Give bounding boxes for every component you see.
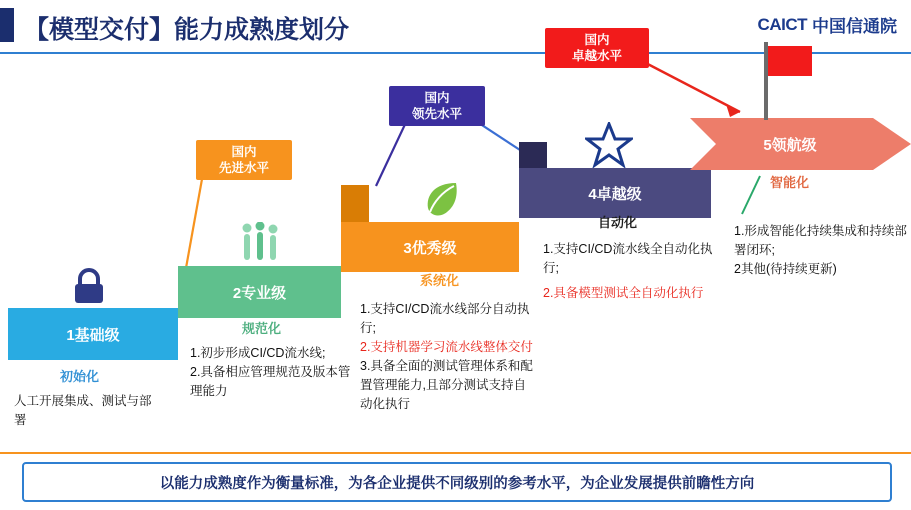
step-riser-4	[519, 142, 547, 168]
level-3-label: 3优秀级	[403, 239, 457, 257]
footer-divider	[0, 452, 911, 454]
level-5-step[interactable]	[690, 118, 911, 170]
level-5-body-line-1: 1.形成智能化持续集成和持续部署闭环;	[734, 224, 907, 257]
level-5-maturity: 智能化	[770, 175, 810, 190]
leaf-icon	[420, 178, 462, 220]
level-3-maturity: 系统化	[420, 273, 460, 288]
flag-icon	[760, 42, 814, 120]
level-2-body-line-2: 2.具备相应管理规范及版本管理能力	[190, 365, 351, 398]
page-title: 【模型交付】能力成熟度划分	[24, 16, 350, 44]
badge-advanced-line2: 先进水平	[218, 161, 269, 175]
badge-leading-line2: 领先水平	[411, 107, 462, 121]
title-accent-bar	[0, 8, 14, 42]
level-3-step[interactable]	[341, 222, 519, 272]
logo-text-en: CAICT	[757, 14, 807, 34]
footer-text: 以能力成熟度作为衡量标准，为各企业提供不同级别的参考水平，为企业发展提供前瞻性方向	[159, 475, 755, 492]
level-3-body-line-1: 1.支持CI/CD流水线部分自动执行;	[360, 302, 530, 335]
badge-advanced-line1: 国内	[231, 145, 257, 159]
level-2-body	[190, 344, 355, 401]
badge-advanced	[196, 140, 292, 180]
level-4-maturity: 自动化	[598, 215, 638, 230]
level-1-step[interactable]	[8, 308, 178, 360]
level-3-body-line-3: 3.具备全面的测试管理体系和配置管理能力,且部分测试支持自动化执行	[360, 359, 533, 411]
footer-callout	[22, 462, 892, 502]
logo	[758, 12, 897, 37]
level-2-maturity: 规范化	[242, 321, 282, 336]
level-2-label: 2专业级	[232, 284, 287, 302]
badge-excellent-line1: 国内	[584, 33, 610, 47]
level-1-maturity: 初始化	[60, 369, 100, 384]
level-4-body-highlight: 2.具备模型测试全自动化执行	[543, 286, 704, 300]
lock-icon	[72, 268, 106, 304]
logo-text-cn: 中国信通院	[812, 17, 897, 36]
level-5-body	[734, 222, 909, 279]
level-3-body-highlight: 2.支持机器学习流水线整体交付	[360, 340, 533, 354]
level-4-body-line-1: 1.支持CI/CD流水线全自动化执行;	[543, 242, 713, 275]
level-1-body: 人工开展集成、测试与部署	[14, 394, 152, 427]
level-4-body	[543, 240, 715, 303]
badge-excellent-line2: 卓越水平	[571, 49, 622, 63]
level-5-label: 5领航级	[763, 136, 817, 154]
level-2-body-line-1: 1.初步形成CI/CD流水线;	[190, 346, 326, 360]
badge-leading-line1: 国内	[424, 91, 450, 105]
star-icon	[585, 122, 633, 168]
level-2-step[interactable]	[178, 266, 341, 318]
badge-excellent	[545, 28, 649, 68]
level-5-body-line-2: 2其他(待持续更新)	[734, 262, 837, 276]
level-1-label: 1基础级	[66, 326, 120, 344]
level-4-step[interactable]	[519, 168, 711, 218]
people-icon	[239, 222, 281, 262]
level-3-body	[360, 300, 535, 414]
step-riser-3	[341, 185, 369, 222]
badge-leading	[389, 86, 485, 126]
level-4-label: 4卓越级	[588, 185, 642, 203]
